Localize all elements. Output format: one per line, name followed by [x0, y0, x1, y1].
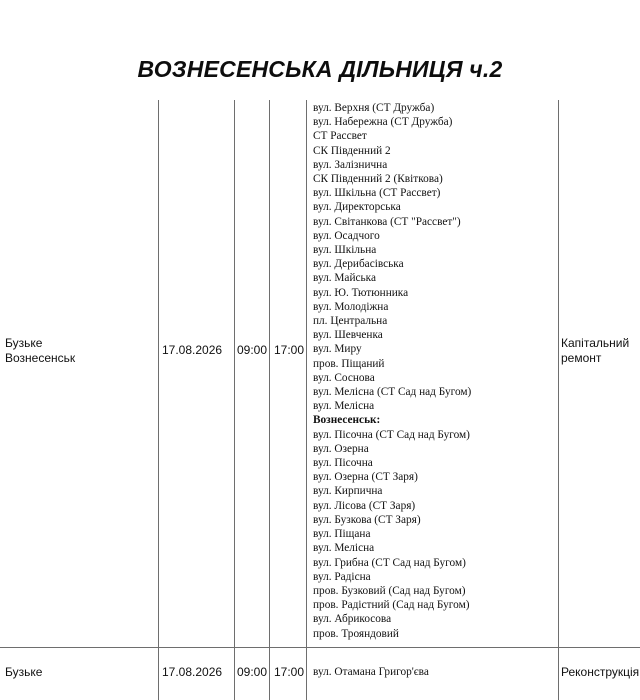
street-item: вул. Мелісна (СТ Сад над Бугом)	[313, 386, 472, 399]
street-item: вул. Миру	[313, 343, 362, 356]
street-item: СТ Рассвет	[313, 130, 367, 143]
street-item: вул. Осадчого	[313, 229, 380, 242]
date-cell: 17.08.2026	[162, 665, 223, 679]
table-divider	[269, 100, 270, 700]
table-divider	[306, 100, 307, 700]
start-time-cell: 09:00	[237, 343, 268, 357]
street-item: вул. Мелісна	[313, 400, 375, 413]
street-item: пров. Трояндовий	[313, 627, 399, 640]
street-item: вул. Світанкова (СТ "Рассвет")	[313, 215, 461, 228]
end-time-cell: 17:00	[274, 665, 305, 679]
street-item: СК Південний 2 (Квіткова)	[313, 173, 443, 186]
street-item: вул. Мелісна	[313, 542, 375, 555]
settlement-cell	[5, 665, 42, 680]
settlement-name: Бузьке	[5, 336, 43, 350]
reason-text: Реконструкція	[561, 665, 640, 679]
street-item: вул. Бузкова (СТ Заря)	[313, 513, 421, 526]
street-item: вул. Пісочна	[313, 457, 373, 470]
street-item: вул. Кирпична	[313, 485, 383, 498]
street-item: вул. Залізнична	[313, 158, 388, 171]
settlement-cell	[5, 336, 75, 366]
street-item: вул. Дерибасівська	[313, 258, 404, 271]
street-item: вул. Піщана	[313, 528, 371, 541]
street-item: вул. Радісна	[313, 570, 371, 583]
street-item: вул. Шкільна (СТ Рассвет)	[313, 187, 441, 200]
street-item: вул. Абрикосова	[313, 613, 392, 626]
start-time-cell: 09:00	[237, 665, 268, 679]
settlement-name: Вознесенськ	[5, 351, 76, 365]
street-item: вул. Грибна (СТ Сад над Бугом)	[313, 556, 466, 569]
street-item: вул. Молодіжна	[313, 300, 389, 313]
street-item: вул. Набережна (СТ Дружба)	[313, 116, 453, 129]
street-item: вул. Ю. Тютюнника	[313, 286, 409, 299]
street-item: вул. Озерна (СТ Заря)	[313, 471, 418, 484]
reason-cell	[561, 336, 629, 366]
reason-text: Капітальний	[561, 336, 630, 350]
date-cell: 17.08.2026	[162, 343, 223, 357]
street-item: вул. Озерна	[313, 442, 369, 455]
street-list	[313, 101, 471, 641]
street-item: вул. Пісочна (СТ Сад над Бугом)	[313, 428, 470, 441]
street-item: пров. Піщаний	[313, 357, 385, 370]
street-item: вул. Шевченка	[313, 329, 383, 342]
street-item: вул. Лісова (СТ Заря)	[313, 499, 416, 512]
table-divider	[234, 100, 235, 700]
street-item: СК Південний 2	[313, 144, 391, 157]
street-item: вул. Директорська	[313, 201, 401, 214]
street-item: пров. Бузковий (Сад над Бугом)	[313, 584, 466, 597]
street-cell: вул. Отамана Григор'єва	[313, 666, 429, 678]
street-item: вул. Верхня (СТ Дружба)	[313, 102, 435, 114]
street-item: пров. Радістний (Сад над Бугом)	[313, 599, 470, 612]
table-divider	[0, 647, 640, 648]
end-time-cell: 17:00	[274, 343, 305, 357]
street-item: вул. Соснова	[313, 371, 375, 384]
table-divider	[558, 100, 559, 700]
reason-cell	[561, 665, 639, 680]
table-divider	[158, 100, 159, 700]
street-item: вул. Майська	[313, 272, 376, 285]
settlement-name: Бузьке	[5, 665, 43, 679]
street-item: вул. Шкільна	[313, 244, 377, 257]
page-title: ВОЗНЕСЕНСЬКА ДІЛЬНИЦЯ ч.2	[137, 56, 503, 82]
street-group-heading: Вознесенськ:	[313, 414, 381, 427]
street-item: пл. Центральна	[313, 315, 388, 328]
reason-text: ремонт	[561, 351, 602, 365]
